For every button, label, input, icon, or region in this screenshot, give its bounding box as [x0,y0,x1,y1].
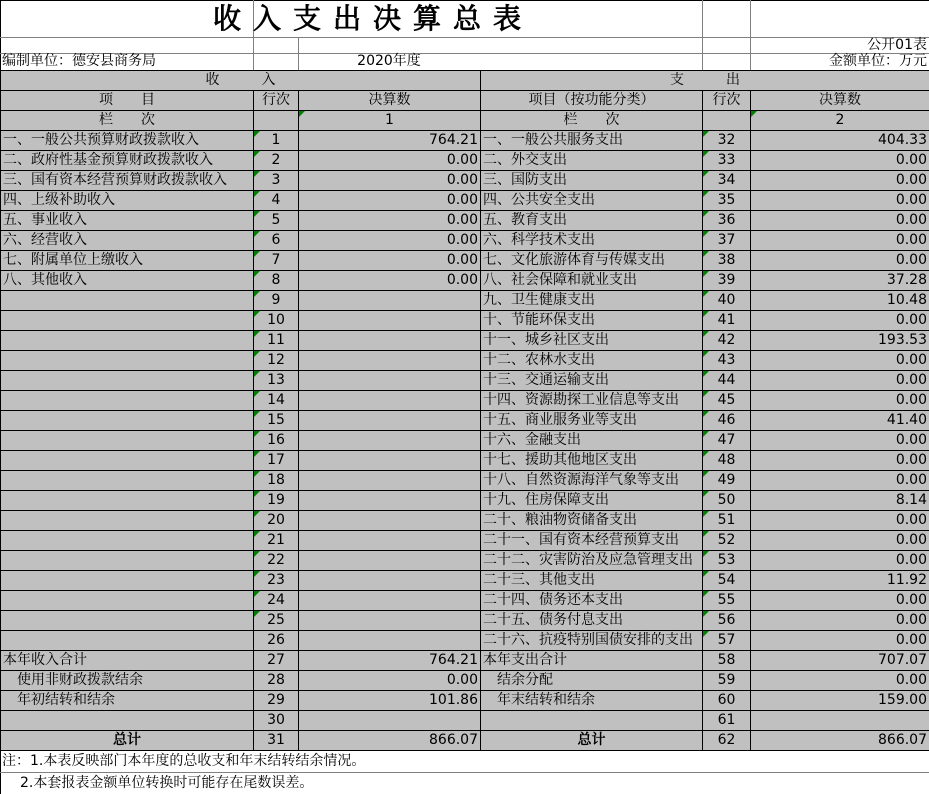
expense-line-number: 51 [703,511,751,531]
expense-item-label: 十六、金融支出 [481,431,703,451]
error-flag-icon [254,151,260,157]
income-amount-value [299,591,481,611]
income-item-label: 本年收入合计 [1,651,254,671]
expense-amount-value: 0.00 [751,191,929,211]
income-item-label [1,571,254,591]
income-item-label [1,411,254,431]
expense-item-label: 总计 [481,731,703,751]
error-flag-icon [299,111,305,117]
expense-item-label: 十一、城乡社区支出 [481,331,703,351]
expense-amount-value: 0.00 [751,471,929,491]
expense-line-number: 56 [703,611,751,631]
footnote-2: 2.本套报表金额单位转换时可能存在尾数误差。 [20,775,314,791]
expense-line-number: 50 [703,491,751,511]
expense-amount-value: 0.00 [751,211,929,231]
error-flag-icon [703,611,709,617]
income-line-column-header: 行次 [254,91,299,111]
error-flag-icon [703,251,709,257]
income-amount-value: 0.00 [299,271,481,291]
table-row [1,551,929,571]
footnote-1: 注：1.本表反映部门本年度的总收支和年末结转结余情况。 [2,753,366,769]
income-item-label: 三、国有资本经营预算财政拨款收入 [1,171,254,191]
table-row [1,291,929,311]
page-title: 收入支出决算总表 [212,2,533,35]
expense-amount-value: 0.00 [751,511,929,531]
income-line-number: 27 [254,651,299,671]
table-row [1,391,929,411]
expense-amount-value: 0.00 [751,671,929,691]
expense-item-label: 十五、商业服务业等支出 [481,411,703,431]
income-line-number: 6 [254,231,299,251]
expense-item-label: 年末结转和结余 [481,691,703,711]
expense-item-label: 十八、自然资源海洋气象等支出 [481,471,703,491]
expense-amount-value: 193.53 [751,331,929,351]
income-line-number: 5 [254,211,299,231]
expense-amount-value: 0.00 [751,311,929,331]
error-flag-icon [703,431,709,437]
expense-amount-value: 707.07 [751,651,929,671]
table-row [1,231,929,251]
table-row [1,691,929,711]
table-row [1,311,929,331]
income-line-number: 15 [254,411,299,431]
expense-line-number: 57 [703,631,751,651]
income-amount-value: 0.00 [299,171,481,191]
income-line-number: 7 [254,251,299,271]
income-item-label: 年初结转和结余 [1,691,254,711]
expense-amount-value: 41.40 [751,411,929,431]
error-flag-icon [703,151,709,157]
income-item-label [1,351,254,371]
expense-amount-value: 0.00 [751,171,929,191]
income-line-number: 18 [254,471,299,491]
table-row [1,671,929,691]
income-item-label: 八、其他收入 [1,271,254,291]
error-flag-icon [254,371,260,377]
income-item-label: 五、事业收入 [1,211,254,231]
income-item-label: 总计 [1,731,254,751]
expense-amount-value: 0.00 [751,151,929,171]
table-row [1,571,929,591]
table-row [1,271,929,291]
expense-item-label: 十、节能环保支出 [481,311,703,331]
income-item-label: 二、政府性基金预算财政拨款收入 [1,151,254,171]
table-row [1,731,929,751]
expense-item-label [481,711,703,731]
error-flag-icon [703,591,709,597]
error-flag-icon [703,291,709,297]
table-row [1,531,929,551]
income-line-number: 14 [254,391,299,411]
income-line-number: 19 [254,491,299,511]
income-amount-column-header: 决算数 [299,91,481,111]
error-flag-icon [254,391,260,397]
income-amount-value [299,491,481,511]
expense-amount-value: 0.00 [751,431,929,451]
error-flag-icon [703,551,709,557]
income-column-number-cell [299,111,481,131]
income-amount-value [299,631,481,651]
error-flag-icon [254,551,260,557]
expense-line-number: 52 [703,531,751,551]
expense-item-label: 七、文化旅游体育与传媒支出 [481,251,703,271]
section-header-row [1,71,929,91]
table-row [1,411,929,431]
income-amount-value [299,451,481,471]
expense-item-label: 二十六、抗疫特别国债安排的支出 [481,631,703,651]
expense-line-number: 39 [703,271,751,291]
expense-line-column-header: 行次 [703,91,751,111]
table-row [1,131,929,151]
income-line-number: 26 [254,631,299,651]
income-amount-value: 0.00 [299,671,481,691]
expense-line-number: 33 [703,151,751,171]
income-amount-value [299,571,481,591]
expense-amount-value: 404.33 [751,131,929,151]
error-flag-icon [751,111,757,117]
income-line-number: 12 [254,351,299,371]
error-flag-icon [703,471,709,477]
expense-rank-label: 栏 次 [481,111,703,131]
expense-line-number: 41 [703,311,751,331]
income-line-number: 9 [254,291,299,311]
error-flag-icon [254,591,260,597]
income-amount-value [299,371,481,391]
expense-line-number: 46 [703,411,751,431]
error-flag-icon [703,391,709,397]
expense-item-label: 结余分配 [481,671,703,691]
error-flag-icon [254,431,260,437]
table-row [1,631,929,651]
income-item-label: 一、一般公共预算财政拨款收入 [1,131,254,151]
expense-line-number: 45 [703,391,751,411]
income-line-number: 28 [254,671,299,691]
error-flag-icon [254,231,260,237]
expense-line-number: 42 [703,331,751,351]
expense-amount-value: 0.00 [751,451,929,471]
error-flag-icon [703,171,709,177]
table-row [1,171,929,191]
error-flag-icon [254,131,260,137]
expense-line-number: 58 [703,651,751,671]
income-line-number: 22 [254,551,299,571]
expense-amount-value: 0.00 [751,371,929,391]
expense-amount-value: 10.48 [751,291,929,311]
expense-item-label: 五、教育支出 [481,211,703,231]
table-row [1,611,929,631]
expense-amount-value: 159.00 [751,691,929,711]
expense-column-number: 2 [835,112,845,128]
expense-amount-value: 0.00 [751,351,929,371]
expense-line-number: 43 [703,351,751,371]
income-amount-value [299,311,481,331]
income-amount-value [299,331,481,351]
expense-line-number: 38 [703,251,751,271]
expense-column-number-cell [751,111,929,131]
expense-item-label: 二十五、债务付息支出 [481,611,703,631]
error-flag-icon [254,611,260,617]
expense-line-number: 55 [703,591,751,611]
expense-line-number: 44 [703,371,751,391]
income-item-column-header: 项 目 [1,91,254,111]
income-item-label [1,611,254,631]
table-row [1,451,929,471]
table-row [1,331,929,351]
income-line-number: 2 [254,151,299,171]
income-item-label [1,491,254,511]
income-amount-value [299,351,481,371]
income-amount-value [299,411,481,431]
income-item-label [1,371,254,391]
compiling-unit-label: 编制单位：德安县商务局 [2,53,156,69]
expense-amount-column-header: 决算数 [751,91,929,111]
income-item-label [1,331,254,351]
expense-item-label: 十七、援助其他地区支出 [481,451,703,471]
expense-amount-value [751,711,929,731]
income-line-number: 21 [254,531,299,551]
error-flag-icon [703,531,709,537]
fiscal-year-label: 2020年度 [357,53,421,69]
error-flag-icon [254,511,260,517]
income-line-number: 4 [254,191,299,211]
income-item-label: 六、经营收入 [1,231,254,251]
income-item-label [1,451,254,471]
expense-amount-value: 0.00 [751,251,929,271]
income-item-label [1,711,254,731]
income-line-number: 17 [254,451,299,471]
error-flag-icon [703,491,709,497]
expense-line-number: 61 [703,711,751,731]
error-flag-icon [254,171,260,177]
income-rank-label: 栏 次 [1,111,254,131]
income-line-number: 29 [254,691,299,711]
amount-unit-label: 金额单位：万元 [829,53,927,69]
expense-item-label: 本年支出合计 [481,651,703,671]
error-flag-icon [254,291,260,297]
income-item-label: 七、附属单位上缴收入 [1,251,254,271]
column-header-row [1,91,929,111]
income-line-number: 23 [254,571,299,591]
income-item-label [1,551,254,571]
table-row [1,351,929,371]
error-flag-icon [254,351,260,357]
expense-line-number: 36 [703,211,751,231]
expense-item-label: 十四、资源勘探工业信息等支出 [481,391,703,411]
expense-item-label: 九、卫生健康支出 [481,291,703,311]
table-row [1,211,929,231]
income-amount-value: 101.86 [299,691,481,711]
error-flag-icon [254,451,260,457]
expense-amount-value: 0.00 [751,591,929,611]
income-line-number: 25 [254,611,299,631]
error-flag-icon [703,371,709,377]
table-row [1,371,929,391]
income-item-label [1,471,254,491]
expense-amount-value: 0.00 [751,551,929,571]
error-flag-icon [703,191,709,197]
expense-rank-empty-cell [703,111,751,131]
error-flag-icon [703,131,709,137]
error-flag-icon [703,211,709,217]
expense-item-label: 十二、农林水支出 [481,351,703,371]
table-row [1,191,929,211]
error-flag-icon [254,571,260,577]
expense-line-number: 35 [703,191,751,211]
income-line-number: 1 [254,131,299,151]
income-amount-value: 0.00 [299,151,481,171]
error-flag-icon [703,511,709,517]
income-amount-value: 0.00 [299,191,481,211]
expense-item-label: 十三、交通运输支出 [481,371,703,391]
income-item-label [1,591,254,611]
income-item-label [1,431,254,451]
income-item-label [1,511,254,531]
error-flag-icon [254,211,260,217]
income-line-number: 31 [254,731,299,751]
income-item-label: 使用非财政拨款结余 [1,671,254,691]
error-flag-icon [254,471,260,477]
expense-amount-value: 8.14 [751,491,929,511]
error-flag-icon [703,311,709,317]
expense-line-number: 60 [703,691,751,711]
error-flag-icon [254,531,260,537]
income-line-number: 8 [254,271,299,291]
income-amount-value [299,291,481,311]
income-amount-value: 866.07 [299,731,481,751]
table-row [1,471,929,491]
error-flag-icon [254,331,260,337]
income-rank-empty-cell [254,111,299,131]
income-line-number: 16 [254,431,299,451]
expense-item-label: 二十一、国有资本经营预算支出 [481,531,703,551]
expense-line-number: 53 [703,551,751,571]
income-line-number: 30 [254,711,299,731]
expense-line-number: 40 [703,291,751,311]
expense-amount-value: 0.00 [751,231,929,251]
table-body [1,131,929,751]
error-flag-icon [254,491,260,497]
expense-amount-value: 866.07 [751,731,929,751]
error-flag-icon [254,271,260,277]
expense-line-number: 48 [703,451,751,471]
income-section-header: 收 入 [1,71,481,91]
expense-amount-value: 11.92 [751,571,929,591]
error-flag-icon [703,271,709,277]
income-item-label [1,631,254,651]
income-line-number: 13 [254,371,299,391]
expense-item-label: 三、国防支出 [481,171,703,191]
table-row [1,711,929,731]
expense-line-number: 59 [703,671,751,691]
expense-item-label: 二、外交支出 [481,151,703,171]
error-flag-icon [703,451,709,457]
income-amount-value: 764.21 [299,131,481,151]
expense-amount-value: 0.00 [751,611,929,631]
expense-item-label: 一、一般公共服务支出 [481,131,703,151]
error-flag-icon [254,311,260,317]
table-row [1,431,929,451]
expense-line-number: 32 [703,131,751,151]
income-line-number: 11 [254,331,299,351]
table-row [1,251,929,271]
income-line-number: 20 [254,511,299,531]
expense-line-number: 49 [703,471,751,491]
expense-amount-value: 0.00 [751,391,929,411]
expense-section-header: 支 出 [481,71,929,91]
expense-item-label: 二十、粮油物资储备支出 [481,511,703,531]
table-row [1,511,929,531]
expense-line-number: 34 [703,171,751,191]
budget-final-accounts-table [0,70,929,751]
income-amount-value [299,551,481,571]
income-line-number: 3 [254,171,299,191]
expense-line-number: 62 [703,731,751,751]
income-amount-value [299,511,481,531]
expense-item-label: 六、科学技术支出 [481,231,703,251]
error-flag-icon [703,331,709,337]
expense-item-label: 十九、住房保障支出 [481,491,703,511]
expense-item-label: 八、社会保障和就业支出 [481,271,703,291]
expense-line-number: 54 [703,571,751,591]
income-amount-value: 0.00 [299,251,481,271]
income-amount-value [299,711,481,731]
expense-item-label: 二十四、债务还本支出 [481,591,703,611]
error-flag-icon [254,251,260,257]
income-amount-value: 0.00 [299,231,481,251]
expense-item-label: 二十三、其他支出 [481,571,703,591]
income-column-number: 1 [385,112,394,128]
income-line-number: 24 [254,591,299,611]
income-amount-value [299,431,481,451]
income-item-label [1,531,254,551]
expense-item-column-header: 项目（按功能分类） [481,91,703,111]
expense-amount-value: 0.00 [751,631,929,651]
income-item-label: 四、上级补助收入 [1,191,254,211]
table-row [1,591,929,611]
table-row [1,151,929,171]
error-flag-icon [703,411,709,417]
income-item-label [1,311,254,331]
expense-item-label: 四、公共安全支出 [481,191,703,211]
public-table-number: 公开01表 [867,37,927,53]
income-amount-value [299,391,481,411]
expense-line-number: 47 [703,431,751,451]
error-flag-icon [254,411,260,417]
error-flag-icon [703,231,709,237]
expense-amount-value: 37.28 [751,271,929,291]
income-item-label [1,291,254,311]
error-flag-icon [703,571,709,577]
income-amount-value: 764.21 [299,651,481,671]
expense-amount-value: 0.00 [751,531,929,551]
income-line-number: 10 [254,311,299,331]
rank-header-row [1,111,929,131]
income-amount-value [299,471,481,491]
error-flag-icon [254,191,260,197]
error-flag-icon [703,351,709,357]
expense-item-label: 二十二、灾害防治及应急管理支出 [481,551,703,571]
income-amount-value [299,531,481,551]
income-item-label [1,391,254,411]
income-amount-value: 0.00 [299,211,481,231]
income-amount-value [299,611,481,631]
error-flag-icon [703,631,709,637]
table-row [1,491,929,511]
table-row [1,651,929,671]
expense-line-number: 37 [703,231,751,251]
